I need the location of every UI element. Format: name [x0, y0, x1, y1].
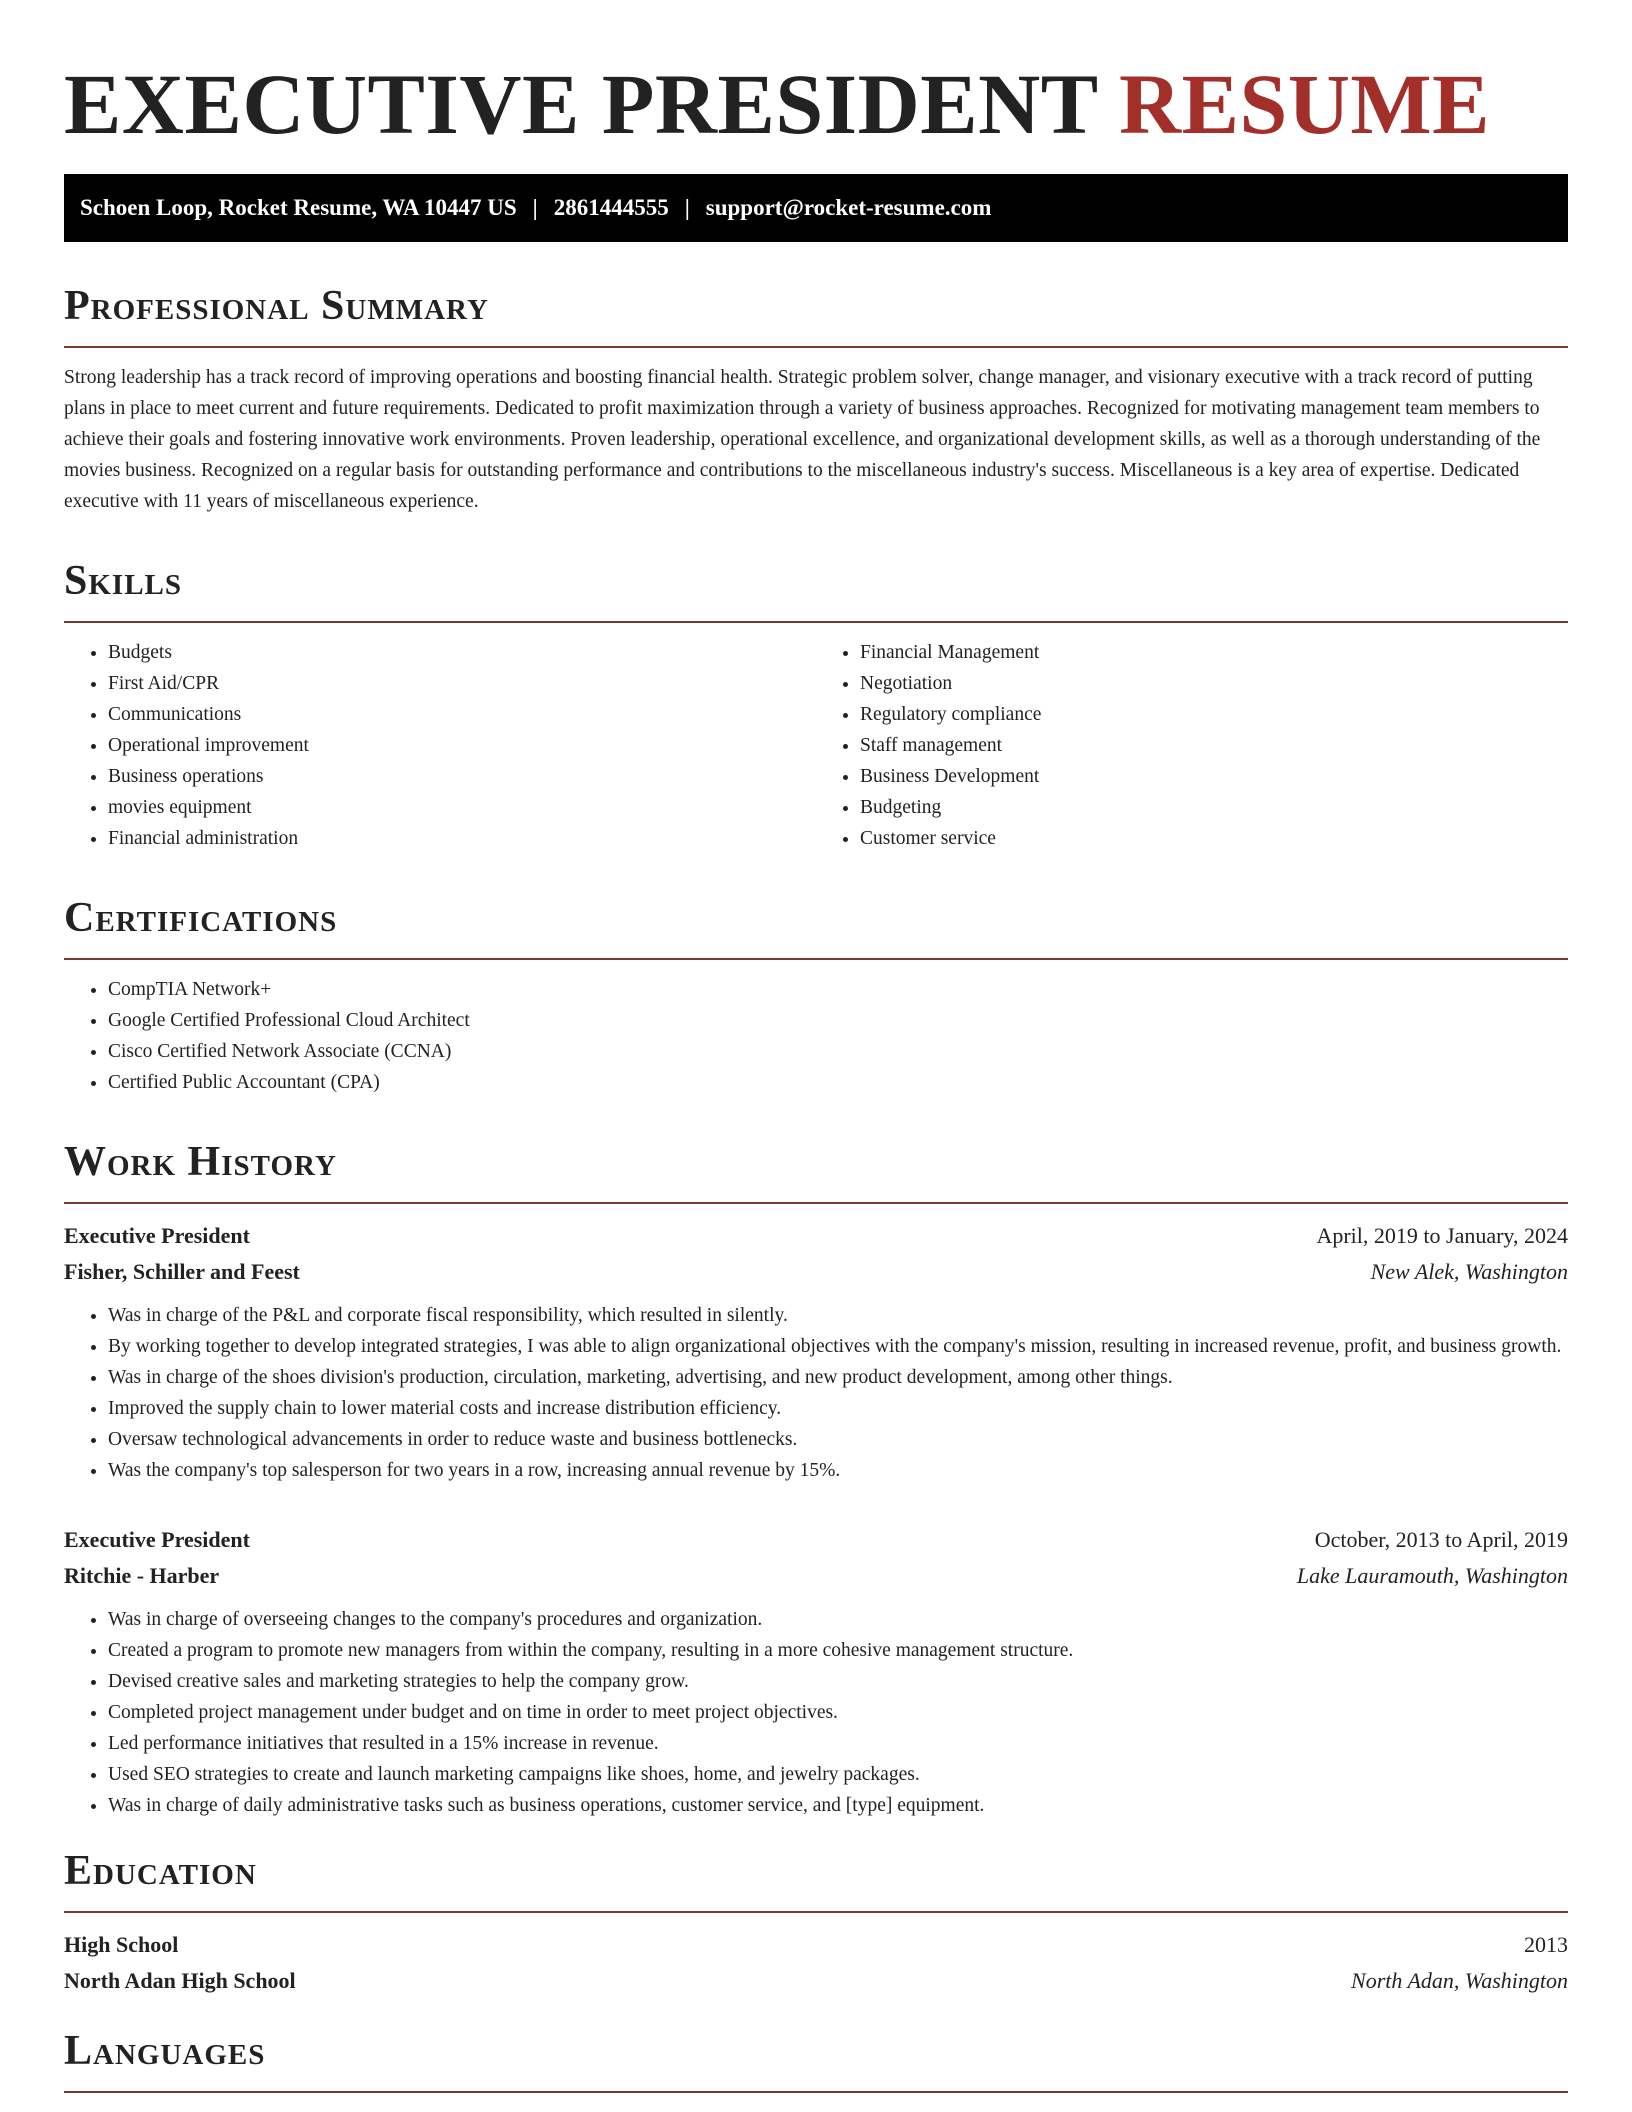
education-header-row	[64, 1927, 1568, 1963]
job-bullet: • Was in charge of the P&L and corporate fiscal responsibility, which resulted in silently.	[108, 1300, 1568, 1331]
skills-columns	[64, 637, 1568, 854]
section-divider	[64, 1202, 1568, 1204]
summary-text: Strong leadership has a track record of improving operations and boosting financial health. Strategic problem solver, change manager, and visionary executive with a track record of putting plans in place to meet current and future requirements. Dedicated to profit maximization through a variety of business approaches. Recognized for motivating management team members to achieve their goals and fostering innovative work environments. Proven leadership, operational excellence, and organizational development skills, as well as a thorough understanding of the movies business. Recognized on a regular basis for outstanding performance and contributions to the miscellaneous industry's success. Miscellaneous is a key area of expertise. Dedicated executive with 11 years of miscellaneous experience.	[64, 367, 1541, 512]
skill-item: • Business Development	[860, 761, 1568, 792]
skills-list-left	[64, 637, 816, 854]
section-divider	[64, 958, 1568, 960]
skill-item: • Communications	[108, 699, 816, 730]
job-location: New Alek, Washington	[1370, 1259, 1568, 1284]
job-title: Executive President	[64, 1223, 250, 1248]
job-company: Ritchie - Harber	[64, 1563, 220, 1588]
certification-item: • Google Certified Professional Cloud Architect	[108, 1005, 1568, 1036]
job-entry	[64, 1218, 1568, 1486]
job-header-row	[64, 1218, 1568, 1254]
certification-item: • CompTIA Network+	[108, 974, 1568, 1005]
skill-item: • Financial administration	[108, 823, 816, 854]
summary-section	[64, 282, 1568, 517]
job-dates: October, 2013 to April, 2019	[1314, 1527, 1568, 1552]
job-bullet: • Was in charge of daily administrative tasks such as business operations, customer service, and [type] equipment.	[108, 1790, 1568, 1821]
education-degree: High School	[64, 1932, 179, 1957]
job-bullets	[64, 1604, 1568, 1821]
job-bullet: • Improved the supply chain to lower material costs and increase distribution efficiency.	[108, 1393, 1568, 1424]
section-heading: Certifications	[64, 895, 338, 941]
job-dates: April, 2019 to January, 2024	[1316, 1223, 1568, 1248]
section-heading: Languages	[64, 2028, 266, 2074]
certification-item: • Certified Public Accountant (CPA)	[108, 1067, 1568, 1098]
contact-email: support@rocket-resume.com	[705, 195, 992, 220]
work-history-section	[64, 1138, 1568, 1821]
certifications-list	[64, 974, 1568, 1098]
skills-list-right	[816, 637, 1568, 854]
contact-separator: |	[532, 195, 538, 220]
education-school: North Adan High School	[64, 1968, 296, 1993]
section-divider	[64, 2091, 1568, 2093]
languages-section	[64, 2027, 1568, 2093]
contact-separator: |	[684, 195, 690, 220]
job-company: Fisher, Schiller and Feest	[64, 1259, 300, 1284]
job-title: Executive President	[64, 1527, 250, 1552]
skill-item: • Regulatory compliance	[860, 699, 1568, 730]
job-bullet: • Oversaw technological advancements in order to reduce waste and business bottlenecks.	[108, 1424, 1568, 1455]
job-bullet: • Completed project management under budget and on time in order to meet project objectives.	[108, 1697, 1568, 1728]
certifications-section	[64, 894, 1568, 1098]
skill-item: • First Aid/CPR	[108, 668, 816, 699]
skill-item: • Business operations	[108, 761, 816, 792]
certification-item: • Cisco Certified Network Associate (CCNA)	[108, 1036, 1568, 1067]
education-school-row	[64, 1963, 1568, 1999]
skills-section	[64, 557, 1568, 854]
contact-bar	[64, 174, 1568, 242]
skill-item: • Negotiation	[860, 668, 1568, 699]
job-company-row	[64, 1558, 1568, 1594]
job-company-row	[64, 1254, 1568, 1290]
education-year: 2013	[1524, 1932, 1568, 1957]
skill-item: • Customer service	[860, 823, 1568, 854]
contact-address: Schoen Loop, Rocket Resume, WA 10447 US	[80, 195, 517, 220]
skill-item: • movies equipment	[108, 792, 816, 823]
job-entry	[64, 1522, 1568, 1821]
section-heading: Work History	[64, 1139, 337, 1185]
job-bullet: • By working together to develop integrated strategies, I was able to align organizational objectives with the company's mission, resulting in increased revenue, profit, and business growth.	[108, 1331, 1568, 1362]
education-location: North Adan, Washington	[1351, 1968, 1568, 1993]
job-bullet: • Led performance initiatives that resulted in a 15% increase in revenue.	[108, 1728, 1568, 1759]
title-accent: RESUME	[1119, 56, 1490, 152]
skill-item: • Staff management	[860, 730, 1568, 761]
section-heading: Professional Summary	[64, 283, 489, 329]
resume-title	[64, 58, 1568, 150]
section-divider	[64, 1911, 1568, 1913]
section-divider	[64, 621, 1568, 623]
job-header-row	[64, 1522, 1568, 1558]
job-bullet: • Was in charge of overseeing changes to the company's procedures and organization.	[108, 1604, 1568, 1635]
skill-item: • Financial Management	[860, 637, 1568, 668]
job-bullet: • Created a program to promote new managers from within the company, resulting in a more cohesive management structure.	[108, 1635, 1568, 1666]
section-heading: Education	[64, 1848, 257, 1894]
job-location: Lake Lauramouth, Washington	[1296, 1563, 1568, 1588]
contact-phone: 2861444555	[553, 195, 669, 220]
education-section	[64, 1847, 1568, 1999]
section-divider	[64, 346, 1568, 348]
job-bullet: • Was the company's top salesperson for two years in a row, increasing annual revenue by 15%.	[108, 1455, 1568, 1486]
title-main: EXECUTIVE PRESIDENT	[64, 56, 1098, 152]
job-bullets	[64, 1300, 1568, 1486]
job-bullet: • Devised creative sales and marketing strategies to help the company grow.	[108, 1666, 1568, 1697]
skill-item: • Budgeting	[860, 792, 1568, 823]
skill-item: • Budgets	[108, 637, 816, 668]
job-bullet: • Used SEO strategies to create and launch marketing campaigns like shoes, home, and jewelry packages.	[108, 1759, 1568, 1790]
job-bullet: • Was in charge of the shoes division's production, circulation, marketing, advertising, and new product development, among other things.	[108, 1362, 1568, 1393]
skill-item: • Operational improvement	[108, 730, 816, 761]
section-heading: Skills	[64, 558, 183, 604]
